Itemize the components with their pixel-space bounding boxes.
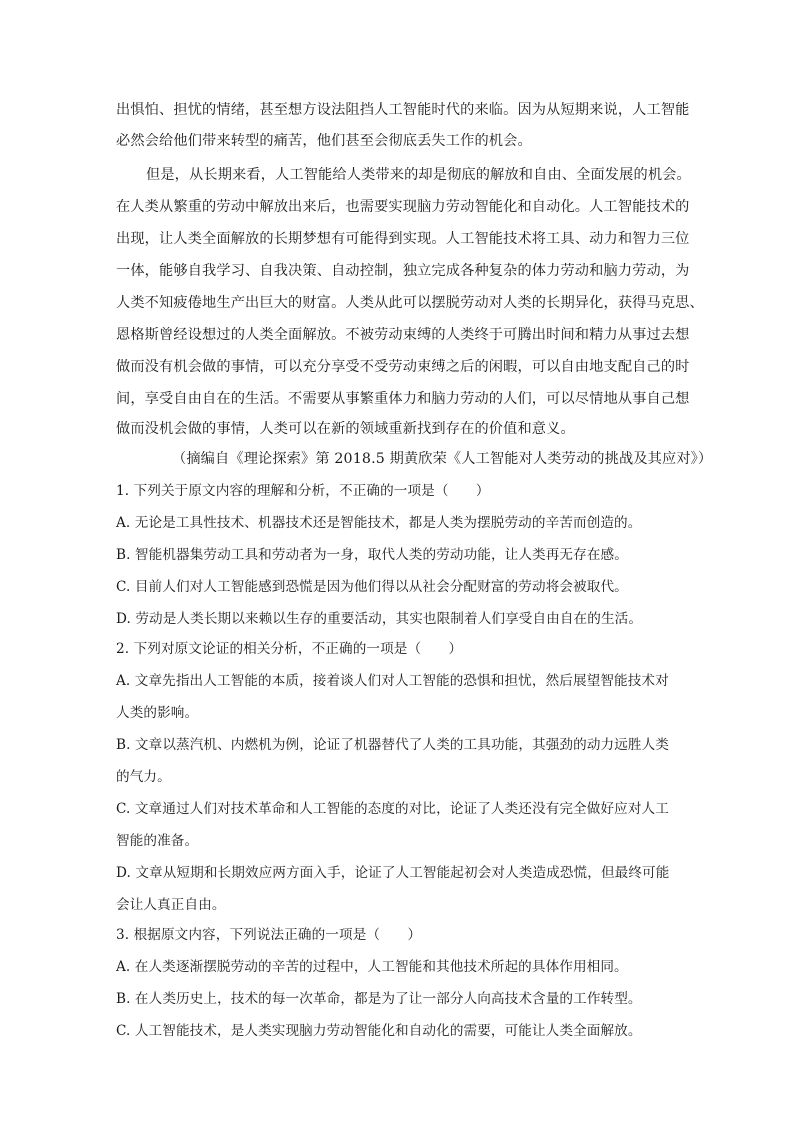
option-a: A. 在人类逐渐摆脱劳动的辛苦的过程中，人工智能和其他技术所起的具体作用相同。 — [116, 959, 628, 975]
option-b-continued: 的气力。 — [116, 769, 171, 785]
passage-line: 必然会给他们带来转型的痛苦，他们甚至会彻底丢失工作的机会。 — [116, 133, 532, 149]
option-d: D. 劳动是人类长期以来赖以生存的重要活动，其实也限制着人们享受自由自在的生活。 — [116, 611, 643, 627]
passage-line: 一体，能够自我学习、自我决策、自动控制，独立完成各种复杂的体力劳动和脑力劳动，为 — [116, 263, 690, 279]
option-c: C. 文章通过人们对技术革命和人工智能的态度的对比，论证了人类还没有完全做好应对人工 — [116, 801, 669, 817]
passage-line: 间，享受自由自在的生活。不需要从事繁重体力和脑力劳动的人们，可以尽情地从事自己想 — [116, 391, 690, 407]
option-b: B. 在人类历史上，技术的每一次革命，都是为了让一部分人向高技术含量的工作转型。 — [116, 991, 642, 1007]
passage-line: 在人类从繁重的劳动中解放出来后，也需要实现脑力劳动智能化和自动化。人工智能技术的 — [116, 199, 690, 215]
option-a: A. 无论是工具性技术、机器技术还是智能技术，都是人类为摆脱劳动的辛苦而创造的。 — [116, 515, 642, 531]
option-c: C. 人工智能技术，是人类实现脑力劳动智能化和自动化的需要，可能让人类全面解放。 — [116, 1023, 642, 1039]
passage-line: 恩格斯曾经设想过的人类全面解放。不被劳动束缚的人类终于可腾出时间和精力从事过去想 — [116, 327, 690, 343]
option-c-continued: 智能的准备。 — [116, 833, 199, 849]
passage-line: 做而没有机会做的事情，可以充分享受不受劳动束缚之后的闲暇，可以自由地支配自己的时 — [116, 359, 690, 375]
source-citation: （摘编自《理论探索》第 2018.5 期黄欣荣《人工智能对人类劳动的挑战及其应对》） — [172, 451, 713, 467]
option-a-continued: 人类的影响。 — [116, 705, 199, 721]
option-d: D. 文章从短期和长期效应两方面入手，论证了人工智能起初会对人类造成恐慌，但最终可能 — [116, 865, 670, 881]
question-stem: 3. 根据原文内容，下列说法正确的一项是（ ） — [116, 927, 422, 943]
option-c: C. 目前人们对人工智能感到恐慌是因为他们得以从社会分配财富的劳动将会被取代。 — [116, 579, 628, 595]
passage-line: 出惧怕、担忧的情绪，甚至想方设法阻挡人工智能时代的来临。因为从短期来说，人工智能 — [116, 102, 690, 118]
passage-line: 人类不知疲倦地生产出巨大的财富。人类从此可以摆脱劳动对人类的长期异化，获得马克思、 — [116, 295, 704, 311]
option-b: B. 智能机器集劳动工具和劳动者为一身，取代人类的劳动功能，让人类再无存在感。 — [116, 547, 628, 563]
passage-line: 但是，从长期来看，人工智能给人类带来的却是彻底的解放和自由、全面发展的机会。 — [146, 167, 691, 183]
option-b: B. 文章以蒸汽机、内燃机为例，论证了机器替代了人类的工具功能，其强劲的动力远胜人类 — [116, 737, 669, 753]
passage-line: 做而没机会做的事情，人类可以在新的领域重新找到存在的价值和意义。 — [116, 421, 575, 437]
question-stem: 2. 下列对原文论证的相关分析，不正确的一项是（ ） — [116, 641, 463, 657]
question-stem: 1. 下列关于原文内容的理解和分析，不正确的一项是（ ） — [116, 483, 490, 499]
option-d-continued: 会让人真正自由。 — [116, 897, 226, 913]
passage-line: 出现，让人类全面解放的长期梦想有可能得到实现。人工智能技术将工具、动力和智力三位 — [116, 231, 690, 247]
option-a: A. 文章先指出人工智能的本质，接着谈人们对人工智能的恐惧和担忧，然后展望智能技术对 — [116, 673, 669, 689]
